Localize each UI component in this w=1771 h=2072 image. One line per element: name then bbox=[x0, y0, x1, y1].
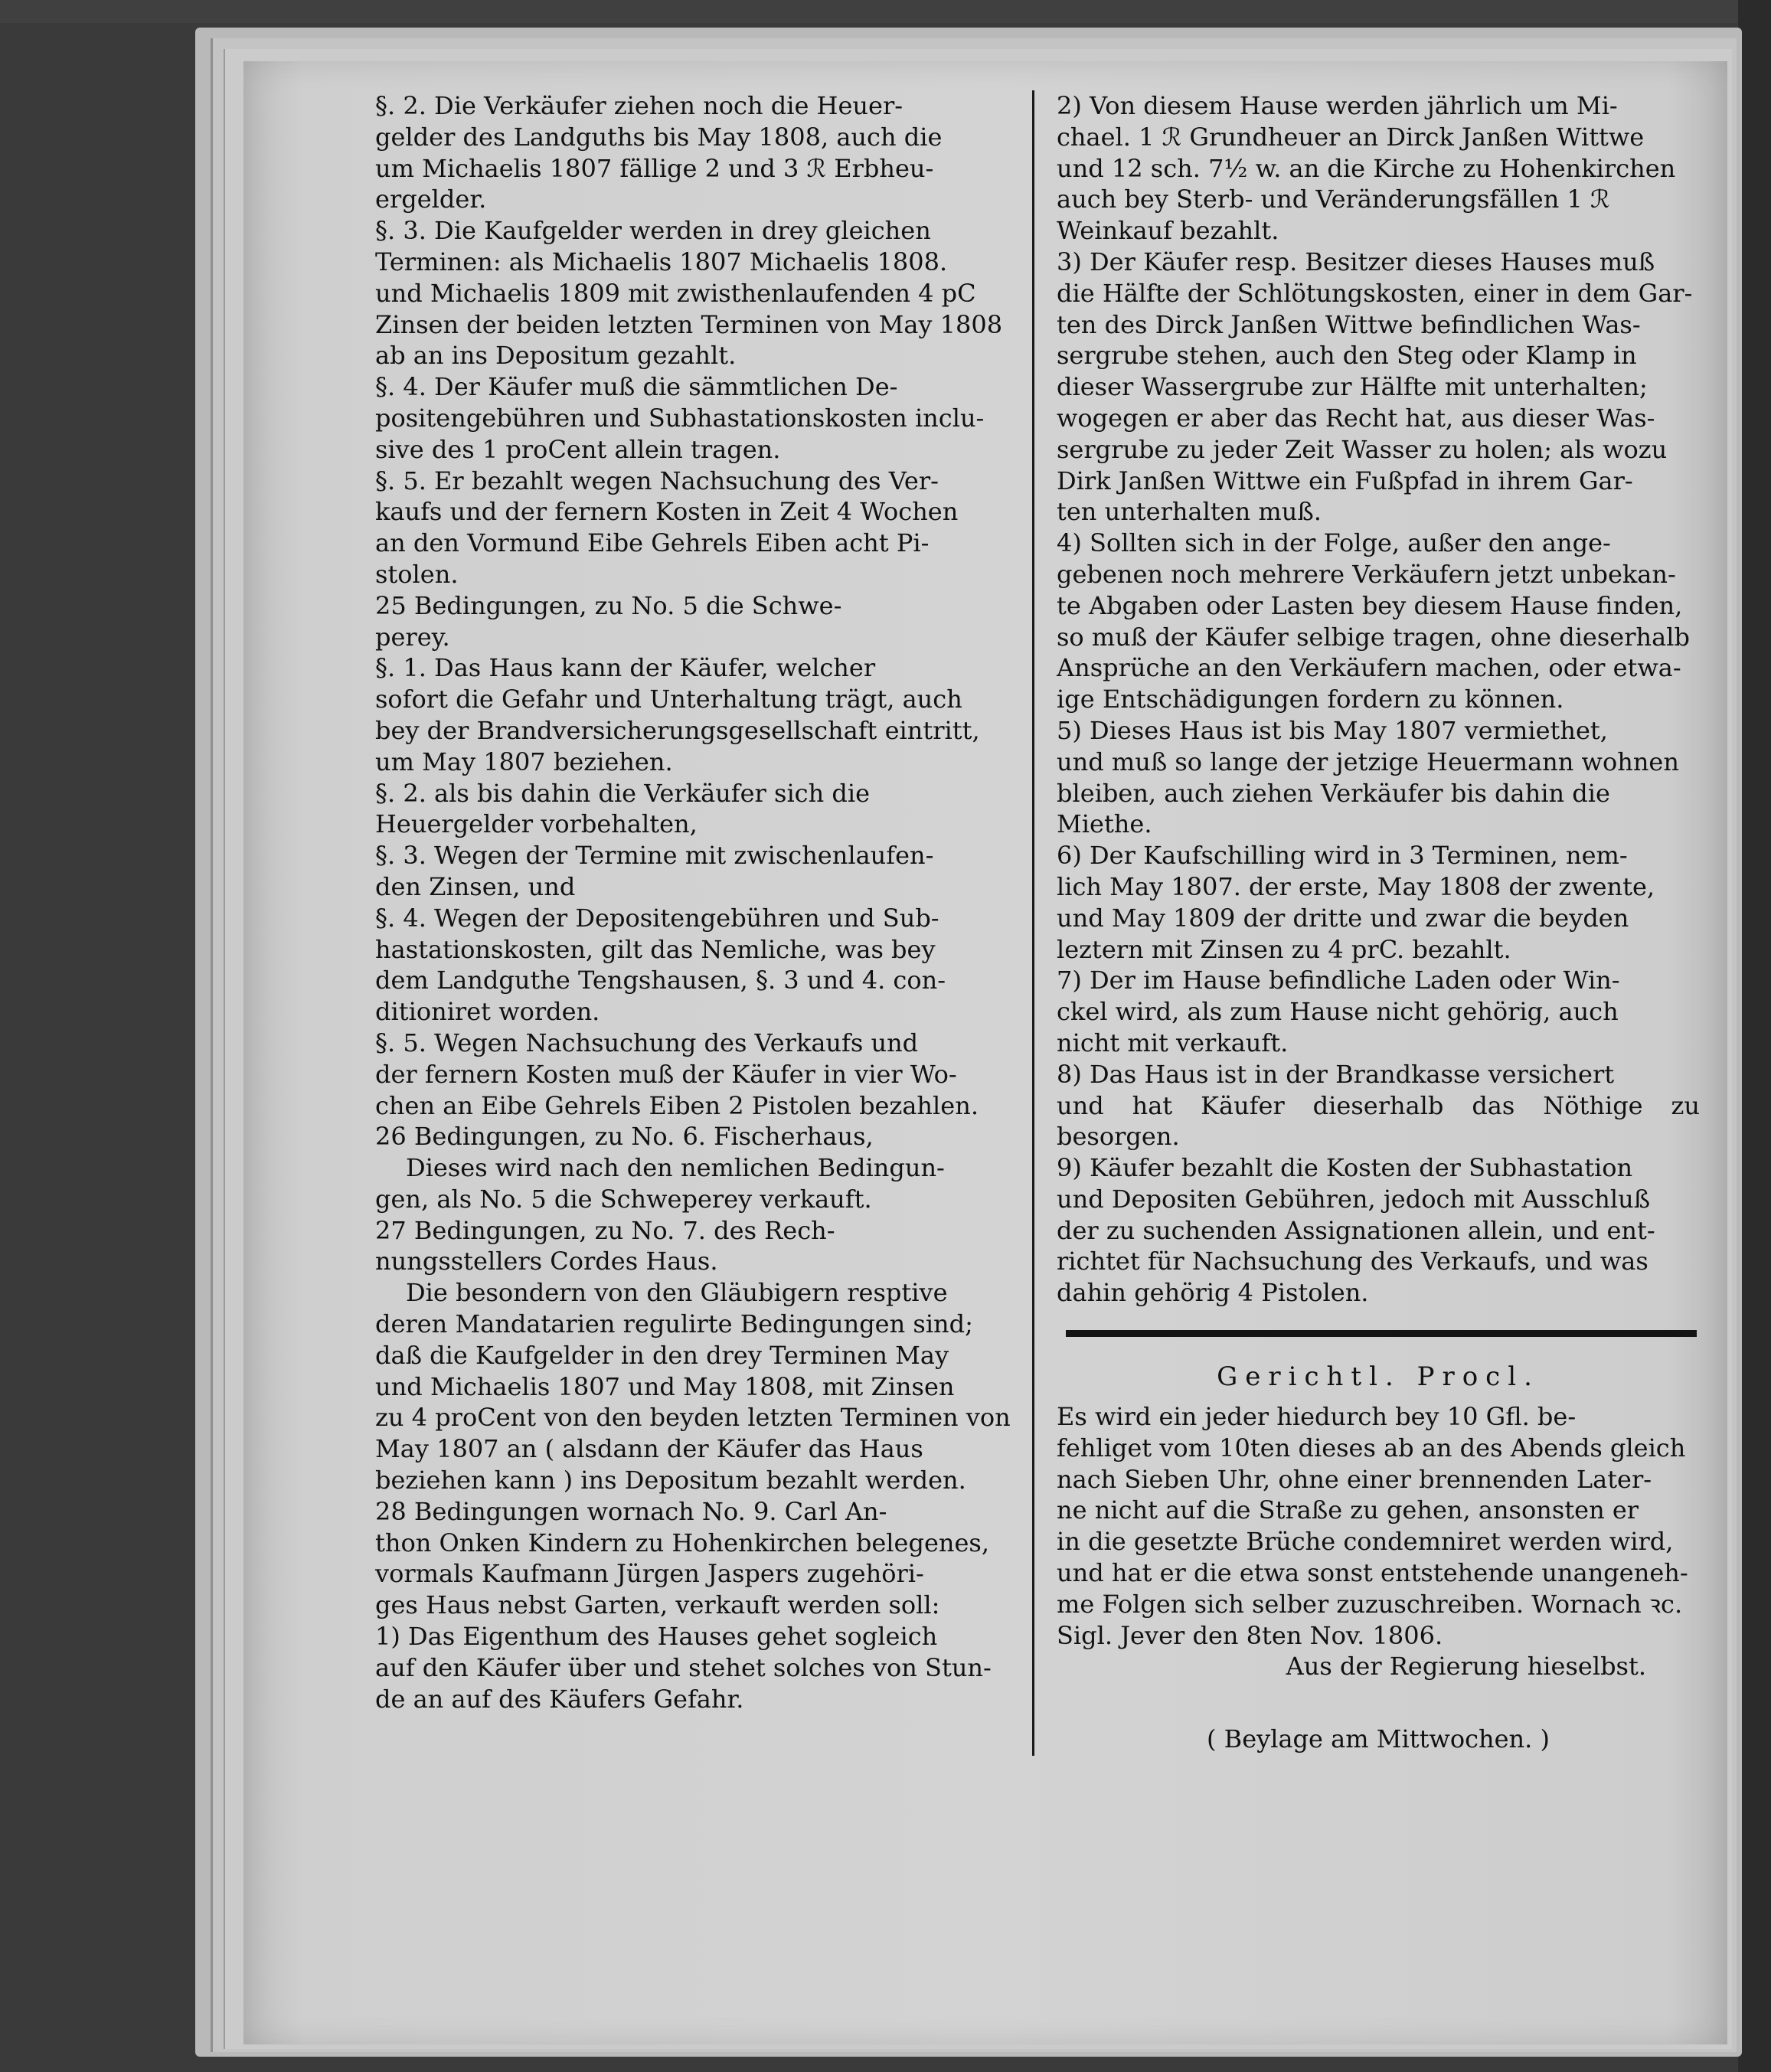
paragraph: 6) Der Kaufschilling wird in 3 Terminen, nem- lich May 1807. der erste, May 1808 der zwente, und May 1809 der dritte und zwar die beyden leztern mit Zinsen zu 4 prC. bezahlt. bbox=[1057, 841, 1655, 964]
paragraph: §. 4. Der Käufer muß die sämmtlichen De- positengebühren und Subhastationskosten inclu- sive des 1 proCent allein tragen. bbox=[375, 372, 985, 464]
paragraph: 9) Käufer bezahlt die Kosten der Subhastation und Depositen Gebühren, jedoch mit Ausschluß der zu suchenden Assignationen allein, und ent- richtet für Nachsuchung des Verkaufs, und was dahin gehörig 4 Pistolen. bbox=[1057, 1153, 1655, 1308]
right-column bbox=[1057, 90, 1700, 1309]
paragraph: 1) Das Eigenthum des Hauses gehet sogleich auf den Käufer über und stehet solches von Stun- de an auf des Käufers Gefahr. bbox=[375, 1622, 992, 1714]
paragraph: §. 2. als bis dahin die Verkäufer sich die Heuergelder vorbehalten, bbox=[375, 778, 871, 839]
paragraph: §. 2. Die Verkäufer ziehen noch die Heuer- gelder des Landguths bis May 1808, auch die um Michaelis 1807 fällige 2 und 3 ℛ Erbheu- ergelder. bbox=[375, 91, 943, 214]
paragraph: 5) Dieses Haus ist bis May 1807 vermiethet, und muß so lange der jetzige Heuermann wohnen bleiben, auch ziehen Verkäufer bis dahin die Miethe. bbox=[1057, 715, 1679, 839]
scanner-backdrop-top bbox=[0, 0, 1771, 23]
paragraph: Die besondern von den Gläubigern resptive deren Mandatarien regulirte Bedingungen sind; daß die Kaufgelder in den drey Terminen May und Michaelis 1807 und May 1808, mit Zinsen zu 4 proCent von den beyden letzten Terminen von May 1807 an ( alsdann der Käufer das Haus beziehen kann ) ins Depositum bezahlt werden. bbox=[375, 1278, 1011, 1495]
proclamation-title: Gerichtl. Procl. bbox=[1217, 1361, 1540, 1392]
paragraph: §. 5. Wegen Nachsuchung des Verkaufs und der fernern Kosten muß der Käufer in vier Wo- chen an Eibe Gehrels Eiben 2 Pistolen bezahlen. bbox=[375, 1028, 979, 1120]
supplement-note: ( Beylage am Mittwochen. ) bbox=[1207, 1724, 1550, 1753]
scanner-backdrop-right bbox=[1738, 0, 1771, 2072]
paragraph: §. 3. Die Kaufgelder werden in drey gleichen Terminen: als Michaelis 1807 Michaelis 1808. und Michaelis 1809 mit zwisthenlaufenden 4 pC Zinsen der beiden letzten Terminen von May 1808 ab an ins Depositum gezahlt. bbox=[375, 216, 1003, 371]
paragraph: §. 4. Wegen der Depositengebühren und Sub- hastationskosten, gilt das Nemliche, was bey dem Landguthe Tengshausen, §. 3 und 4. con- ditioniret worden. bbox=[375, 903, 946, 1027]
paragraph: 2) Von diesem Hause werden jährlich um Mi- chael. 1 ℛ Grundheuer an Dirck Janßen Wittwe und 12 sch. 7½ w. an die Kirche zu Hohenkirchen auch bey Sterb- und Veränderungsfällen 1 ℛ Weinkauf bezahlt. bbox=[1057, 91, 1676, 246]
column-divider bbox=[1032, 90, 1034, 1756]
paragraph: §. 5. Er bezahlt wegen Nachsuchung des Ver- kaufs und der fernern Kosten in Zeit 4 Wochen an den Vormund Eibe Gehrels Eiben acht Pi- stolen. bbox=[375, 466, 959, 589]
paragraph: §. 1. Das Haus kann der Käufer, welcher sofort die Gefahr und Unterhaltung trägt, auch bey der Brandversicherungsgesellschaft eintritt, um May 1807 beziehen. bbox=[375, 653, 980, 776]
section-heading: 28 Bedingungen wornach No. 9. Carl An- thon Onken Kindern zu Hohenkirchen belegenes, vormals Kaufmann Jürgen Jaspers zugehöri- ges Haus nebst Garten, verkauft werden soll: bbox=[375, 1496, 990, 1620]
paragraph: §. 3. Wegen der Termine mit zwischenlaufen- den Zinsen, und bbox=[375, 841, 934, 901]
paragraph: 8) Das Haus ist in der Brandkasse versichert und hat Käufer dieserhalb das Nöthige zu besorgen. bbox=[1057, 1059, 1700, 1152]
paragraph: 7) Der im Hause befindliche Laden oder Win- ckel wird, als zum Hause nicht gehörig, auch nicht mit verkauft. bbox=[1057, 966, 1620, 1057]
section-rule bbox=[1066, 1330, 1697, 1337]
proclamation-signature: Aus der Regierung hieselbst. bbox=[1286, 1652, 1646, 1681]
proclamation-body bbox=[1057, 1401, 1700, 1682]
section-heading: 26 Bedingungen, zu No. 6. Fischerhaus, bbox=[375, 1122, 874, 1152]
paragraph: 4) Sollten sich in der Folge, außer den ange- gebenen noch mehrere Verkäufern jetzt unbekan- te Abgaben oder Lasten bey diesem Hause finden, so muß der Käufer selbige tragen, ohne dieserhalb Ansprüche an den Verkäufern machen, oder etwa- ige Entschädigungen fordern zu können. bbox=[1057, 528, 1690, 714]
section-heading: 25 Bedingungen, zu No. 5 die Schwe- perey. bbox=[375, 590, 842, 652]
section-heading: 27 Bedingungen, zu No. 7. des Rech- nungsstellers Cordes Haus. bbox=[375, 1215, 835, 1276]
paragraph: Dieses wird nach den nemlichen Bedingun- gen, als No. 5 die Schweperey verkauft. bbox=[375, 1153, 945, 1214]
proclamation-text: Es wird ein jeder hiedurch bey 10 Gfl. be- fehliget vom 10ten dieses ab an des Abends gleich nach Sieben Uhr, ohne einer brennenden Later- ne nicht auf die Straße zu gehen, ansonsten er in die gesetzte Brüche condemniret werden wird, und hat er die etwa sonst entstehende unangeneh- me Folgen sich selber zuzuschreiben. Wornach ꝛc. Sigl. Jever den 8ten Nov. 1806. bbox=[1057, 1402, 1688, 1650]
paragraph: 3) Der Käufer resp. Besitzer dieses Hauses muß die Hälfte der Schlötungskosten, einer in dem Gar- ten des Dirck Janßen Wittwe befindlichen Was- sergrube stehen, auch den Steg oder Klamp in dieser Wassergrube zur Hälfte mit unterhalten; wogegen er aber das Recht hat, aus dieser Was- sergrube zu jeder Zeit Wasser zu holen; als wozu Dirk Janßen Wittwe ein Fußpfad in ihrem Gar- ten unterhalten muß. bbox=[1057, 247, 1693, 527]
left-column bbox=[375, 90, 1017, 1714]
